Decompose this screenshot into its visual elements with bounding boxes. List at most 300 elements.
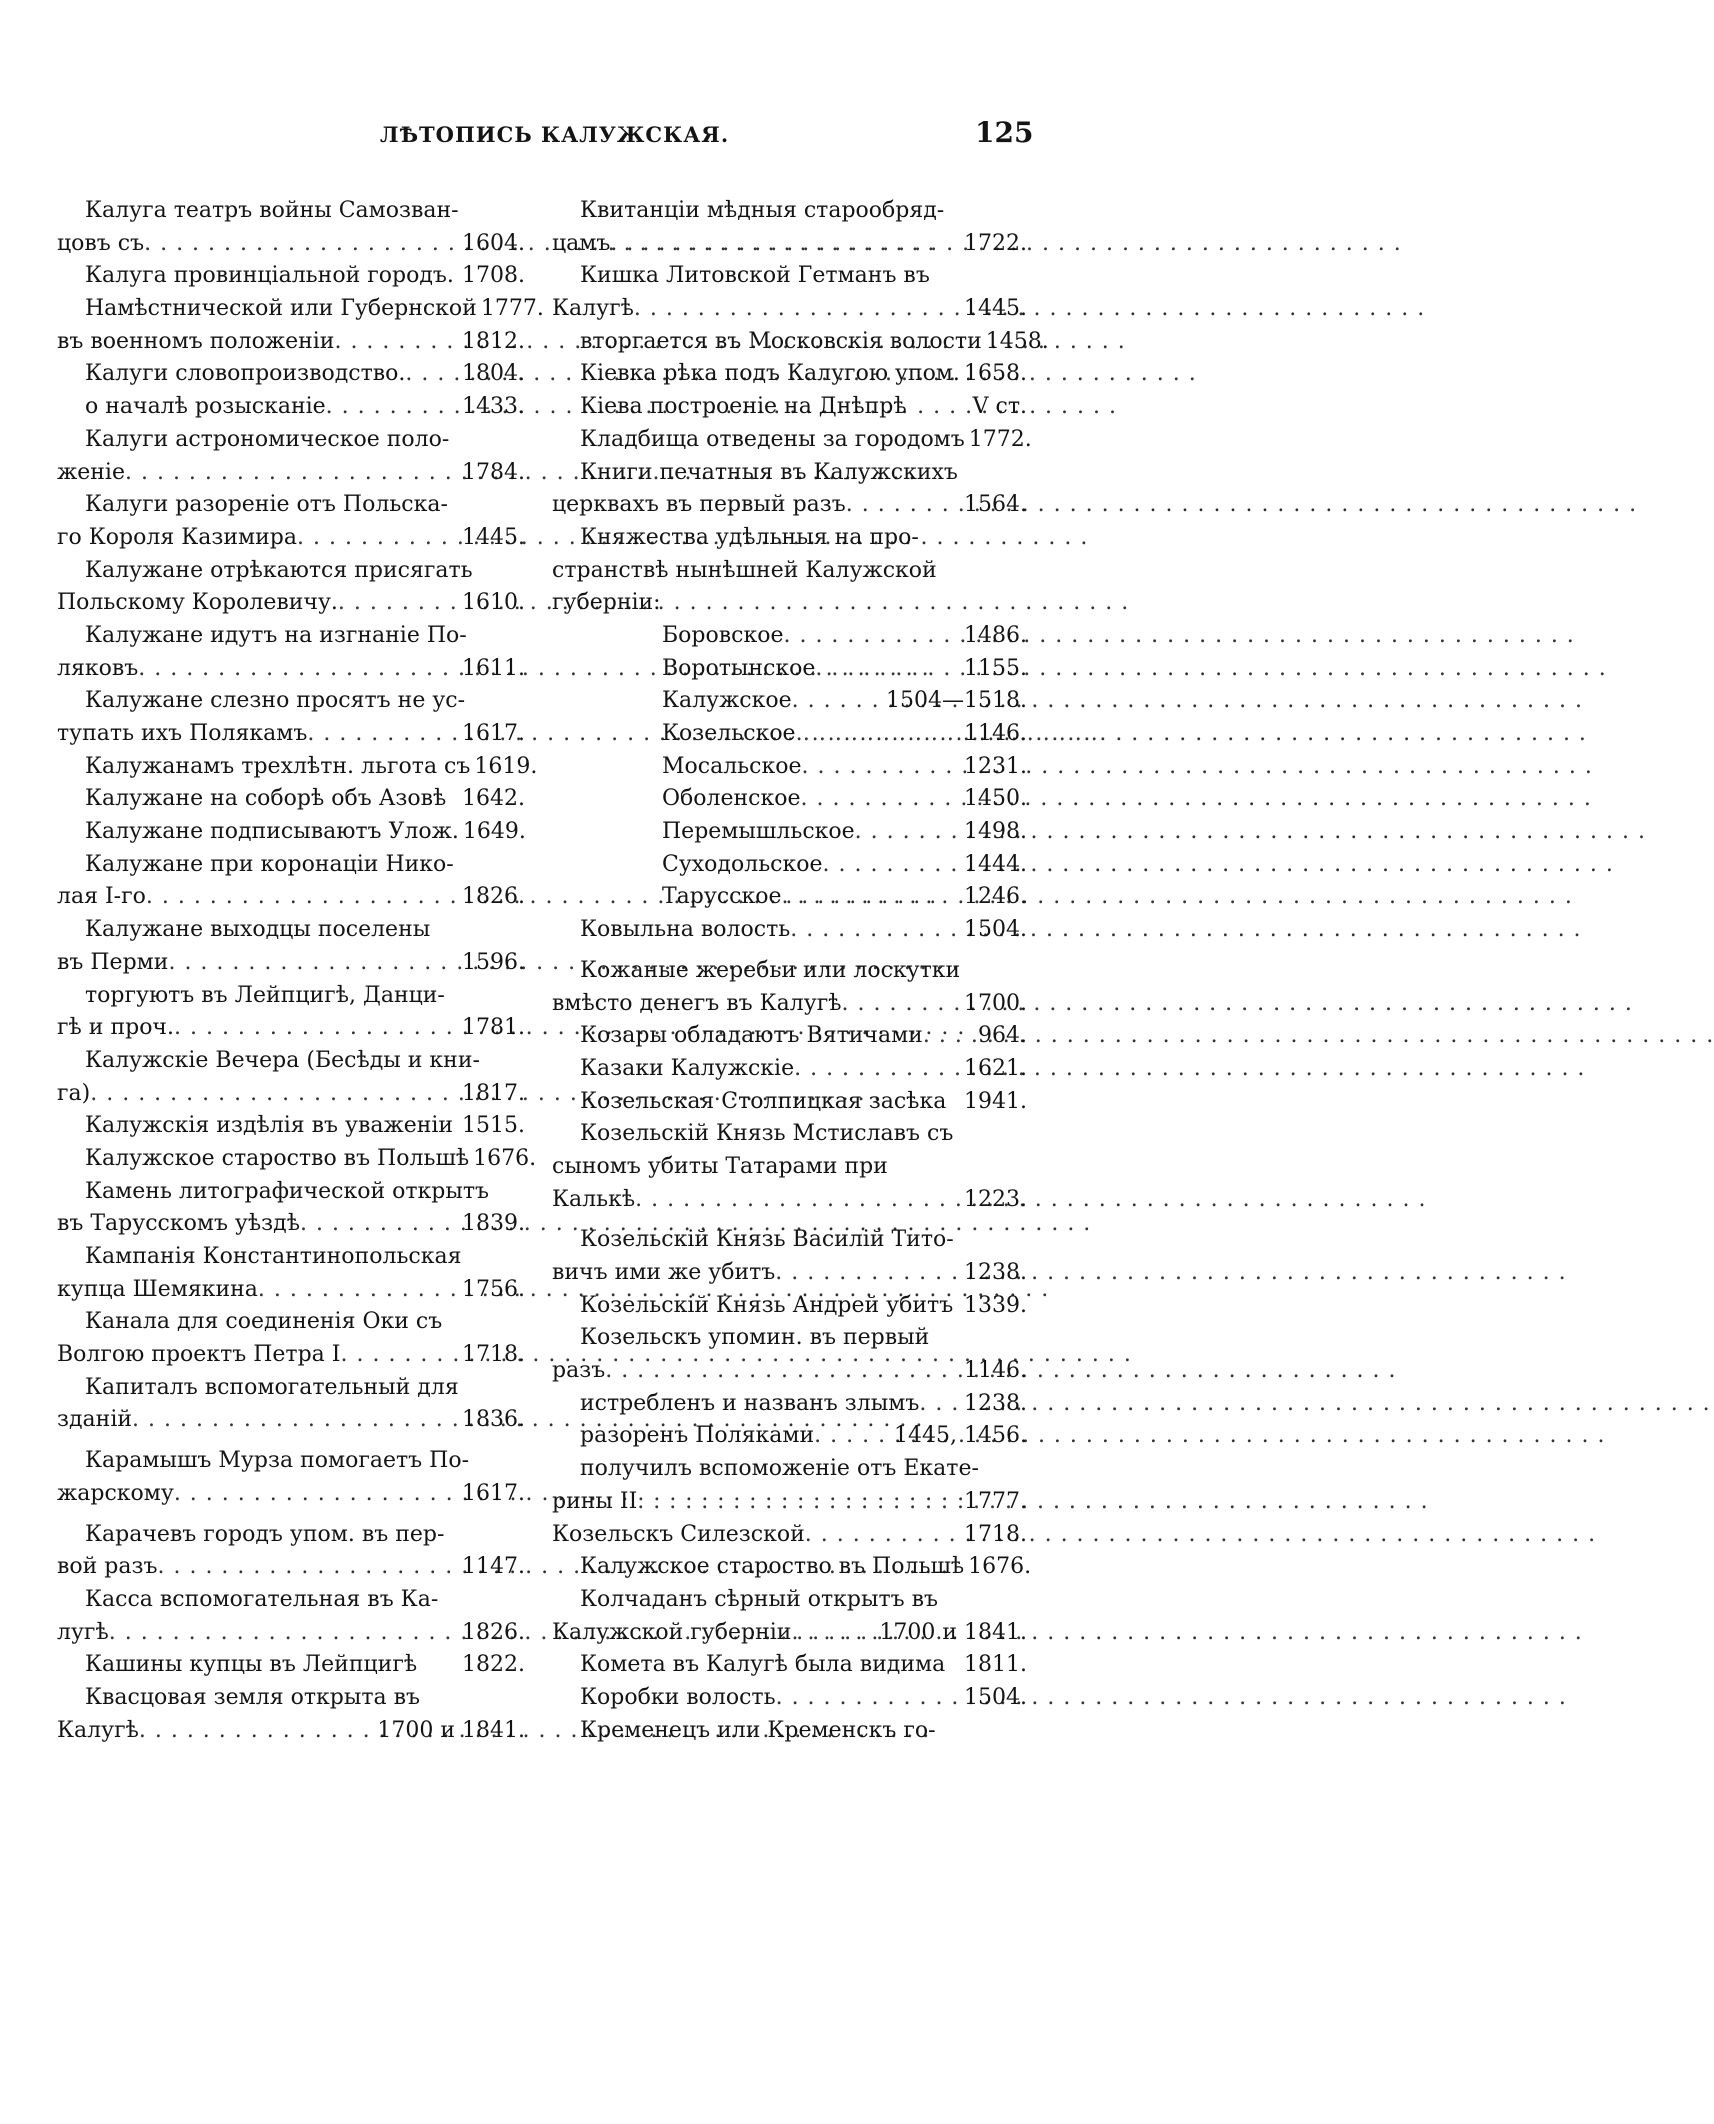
index-entry-line bbox=[57, 293, 544, 326]
index-entry-line bbox=[552, 1086, 1027, 1119]
entry-text: сыномъ убиты Татарами при bbox=[552, 1153, 888, 1179]
dot-leader bbox=[300, 1208, 458, 1241]
index-entry-line bbox=[552, 260, 1027, 293]
entry-year: 1756. bbox=[462, 1276, 525, 1302]
index-entry-line bbox=[57, 1143, 537, 1176]
index-entry-line bbox=[57, 849, 525, 882]
entry-text: Кишка Литовской Гетманъ въ bbox=[580, 263, 930, 289]
entry-text: Квасцовая земля открыта въ bbox=[85, 1684, 421, 1710]
dot-leader bbox=[846, 489, 960, 522]
entry-text: Суходольское bbox=[662, 851, 823, 877]
index-entry-line bbox=[552, 1184, 1027, 1217]
entry-year: 1155. bbox=[964, 655, 1027, 681]
index-entry-line bbox=[57, 685, 525, 718]
entry-text: Калужане слезно просятъ не ус- bbox=[85, 688, 466, 714]
entry-text: Кожаные жеребьи или лоскутки bbox=[580, 957, 961, 983]
entry-year: 1617. bbox=[462, 1480, 525, 1506]
index-entry-line bbox=[57, 260, 525, 293]
dot-leader bbox=[174, 1478, 458, 1511]
index-entry-line bbox=[552, 620, 1027, 653]
index-entry-line bbox=[57, 1274, 525, 1307]
entry-text: Калужанамъ трехлѣтн. льгота съ bbox=[85, 753, 471, 779]
dot-leader bbox=[775, 1257, 960, 1290]
entry-text: Кременецъ или Кременскъ го- bbox=[580, 1717, 936, 1743]
index-entry-line bbox=[57, 1584, 525, 1617]
dot-leader bbox=[776, 1682, 960, 1715]
index-entry-line bbox=[57, 1519, 525, 1552]
entry-text: Калуга театръ войны Самозван- bbox=[85, 198, 459, 223]
entry-text: Мосальское bbox=[662, 753, 802, 779]
entry-text: Калугѣ bbox=[552, 296, 634, 322]
entry-year: 1718. bbox=[964, 1521, 1027, 1547]
index-entry-line bbox=[552, 849, 1027, 882]
entry-text: вой разъ bbox=[57, 1554, 158, 1580]
entry-year: 1246. bbox=[964, 884, 1027, 910]
dot-leader bbox=[174, 1012, 458, 1045]
entry-year: 1433. bbox=[462, 394, 525, 420]
index-entry-line bbox=[57, 326, 525, 359]
dot-leader bbox=[405, 358, 458, 391]
dot-leader bbox=[326, 391, 458, 424]
entry-year: 1619. bbox=[474, 753, 538, 779]
index-entry-line bbox=[552, 1020, 1027, 1053]
entry-year: 1231. bbox=[964, 753, 1027, 779]
index-entry-line bbox=[552, 1257, 1027, 1290]
index-entry-line bbox=[57, 424, 525, 457]
entry-year: 1700 и 1841. bbox=[879, 1619, 1027, 1645]
entry-text: Калужане на соборѣ объ Азовѣ bbox=[85, 786, 447, 812]
index-entry-line bbox=[552, 988, 1027, 1021]
entry-year: 1504. bbox=[964, 1684, 1027, 1710]
index-entry-line bbox=[552, 424, 1032, 457]
index-entry-line bbox=[552, 555, 1027, 588]
entry-year: 1708. bbox=[462, 263, 525, 289]
entry-year: 1772. bbox=[968, 426, 1032, 452]
page-number: 125 bbox=[975, 116, 1034, 149]
index-entry-line bbox=[57, 358, 525, 391]
entry-text: купца Шемякина bbox=[57, 1276, 258, 1302]
dot-leader bbox=[90, 1078, 458, 1111]
entry-text: Ковыльна волость bbox=[580, 917, 791, 943]
dot-leader bbox=[781, 881, 960, 914]
entry-text: лая I-го bbox=[57, 884, 146, 910]
index-entry-line bbox=[552, 1388, 1027, 1421]
dot-leader bbox=[109, 1617, 458, 1650]
entry-text: Волгою проектъ Петра I bbox=[57, 1342, 341, 1368]
index-entry-line bbox=[57, 228, 525, 261]
entry-text: го Короля Казимира bbox=[57, 524, 297, 550]
dot-leader bbox=[801, 783, 960, 816]
dot-leader bbox=[157, 1551, 458, 1584]
index-entry-line bbox=[552, 1053, 1027, 1086]
entry-year: 1812. bbox=[462, 328, 525, 354]
entry-year: 1621. bbox=[964, 1055, 1027, 1081]
entry-text: странствѣ нынѣшней Калужской bbox=[552, 557, 937, 583]
dot-leader bbox=[855, 816, 960, 849]
index-entry-line bbox=[552, 195, 1027, 228]
dot-leader bbox=[790, 914, 960, 947]
dot-leader bbox=[919, 1388, 960, 1421]
index-entry-line bbox=[57, 1110, 525, 1143]
entry-text: Капиталъ вспомогательный для bbox=[85, 1374, 459, 1400]
index-entry-line bbox=[552, 955, 1027, 988]
index-entry-line bbox=[552, 391, 1027, 424]
entry-text: га) bbox=[57, 1080, 91, 1106]
dot-leader bbox=[341, 1339, 459, 1372]
index-entry-line bbox=[552, 751, 1027, 784]
index-entry-line bbox=[57, 1715, 525, 1748]
dot-leader bbox=[334, 326, 458, 359]
entry-text: Колчаданъ сѣрный открытъ въ bbox=[580, 1586, 939, 1612]
dot-leader bbox=[805, 1519, 960, 1552]
entry-year: 1676. bbox=[968, 1554, 1032, 1580]
entry-text: Кладбища отведены за городомъ bbox=[580, 426, 965, 452]
left-column bbox=[57, 195, 544, 1747]
entry-text: женіе bbox=[57, 459, 125, 485]
entry-text: Комета въ Калугѣ была видима bbox=[580, 1652, 946, 1678]
right-column bbox=[552, 195, 1049, 1747]
index-entry-line bbox=[57, 587, 525, 620]
entry-text: Калужане идутъ на изгнаніе По- bbox=[85, 622, 467, 648]
entry-text: цовъ съ bbox=[57, 230, 145, 256]
entry-text: Воротынское bbox=[662, 655, 816, 681]
entry-text: Боровское bbox=[662, 622, 784, 648]
entry-year: 1450. bbox=[964, 786, 1027, 812]
entry-text: Козары обладаютъ Вятичами bbox=[580, 1023, 923, 1049]
dot-leader bbox=[802, 751, 961, 784]
entry-text: въ Тарусскомъ уѣздѣ bbox=[57, 1211, 300, 1237]
index-entry-line bbox=[57, 1306, 525, 1339]
dot-leader bbox=[168, 947, 458, 980]
entry-year: 1147. bbox=[462, 1554, 525, 1580]
index-entry-line bbox=[57, 653, 525, 686]
index-entry-line bbox=[552, 522, 1027, 555]
entry-text: получилъ вспоможеніе отъ Екате- bbox=[580, 1456, 979, 1482]
entry-text: Калуги словопроизводство. bbox=[85, 361, 406, 387]
entry-text: зданій bbox=[57, 1407, 133, 1433]
index-entry-line bbox=[57, 1339, 525, 1372]
entry-year: 1777. bbox=[480, 296, 544, 322]
dot-leader bbox=[842, 988, 961, 1021]
index-entry-line bbox=[552, 1453, 1027, 1486]
entry-text: о началѣ розысканіе bbox=[85, 394, 326, 420]
entry-year: 1676. bbox=[473, 1145, 537, 1171]
entry-text: Калужскіе Вечера (Бесѣды и кни- bbox=[85, 1047, 480, 1073]
entry-text: Калуга провинціальной городъ. bbox=[85, 263, 454, 289]
entry-text: Оболенское bbox=[662, 786, 801, 812]
index-entry-line bbox=[552, 1682, 1027, 1715]
dot-leader bbox=[139, 1715, 374, 1748]
dot-leader bbox=[796, 718, 960, 751]
entry-text: Карамышъ Мурза помогаетъ По- bbox=[85, 1448, 470, 1474]
entry-text: Козельская Столпицкая засѣка bbox=[580, 1088, 947, 1114]
entry-text: торгуютъ въ Лейпцигѣ, Данци- bbox=[85, 982, 445, 1008]
entry-text: Калужское староство въ Польшѣ bbox=[580, 1554, 965, 1580]
entry-year: 1836. bbox=[462, 1407, 525, 1433]
entry-year: 1596. bbox=[462, 949, 525, 975]
index-entry-line bbox=[57, 1045, 525, 1078]
entry-text: тупать ихъ Полякамъ bbox=[57, 721, 308, 746]
entry-year: 1458. bbox=[985, 328, 1049, 354]
entry-text: Кампанія Константинопольская bbox=[85, 1244, 462, 1269]
entry-text: Коробки волость bbox=[580, 1684, 776, 1710]
entry-year: 1826. bbox=[462, 884, 525, 910]
index-entry-line bbox=[552, 1649, 1027, 1682]
index-entry-line bbox=[57, 195, 525, 228]
entry-year: 1444. bbox=[964, 851, 1027, 877]
entry-year: 1826. bbox=[462, 1619, 525, 1645]
entry-year: 1564. bbox=[964, 492, 1027, 518]
index-entry-line bbox=[57, 522, 525, 555]
entry-year: 1617. bbox=[462, 721, 525, 746]
dot-leader bbox=[307, 718, 458, 751]
entry-year: V ст. bbox=[972, 394, 1027, 420]
index-entry-line bbox=[57, 751, 538, 784]
entry-year: 1839. bbox=[462, 1211, 525, 1237]
index-entry-line bbox=[552, 587, 1027, 620]
dot-leader bbox=[923, 1020, 974, 1053]
dot-leader bbox=[783, 620, 960, 653]
entry-year: 1486. bbox=[964, 622, 1027, 648]
entry-year: 1781. bbox=[462, 1015, 525, 1041]
entry-text: Квитанціи мѣдныя старообряд- bbox=[580, 198, 945, 223]
index-entry-line bbox=[57, 816, 525, 849]
index-entry-line bbox=[57, 718, 525, 751]
index-entry-line bbox=[57, 881, 525, 914]
dot-leader bbox=[794, 1053, 960, 1086]
entry-text: ляковъ bbox=[57, 655, 139, 681]
entry-text: Кіевка рѣка подъ Калугою упом. bbox=[580, 361, 960, 387]
dot-leader bbox=[792, 685, 882, 718]
entry-year: 1722. bbox=[964, 230, 1027, 256]
index-entry-line bbox=[57, 1649, 525, 1682]
entry-text: вторгается въ Московскія волости bbox=[580, 328, 982, 354]
entry-year: 1700. bbox=[964, 990, 1027, 1016]
entry-text: Польскому Королевичу. bbox=[57, 590, 338, 616]
entry-text: Калугѣ bbox=[57, 1717, 139, 1743]
entry-text: Намѣстнической или Губернской bbox=[85, 296, 477, 322]
dot-leader bbox=[610, 228, 960, 261]
entry-text: Калуги астрономическое поло- bbox=[85, 426, 450, 452]
entry-text: Тарусское bbox=[662, 884, 782, 910]
entry-year: 1611. bbox=[462, 655, 525, 681]
entry-year: 1658. bbox=[964, 361, 1027, 387]
entry-year: 1238. bbox=[964, 1390, 1027, 1416]
index-entry-line bbox=[57, 1404, 525, 1437]
entry-text: губерніи: bbox=[552, 590, 661, 616]
index-entry-line bbox=[57, 1208, 525, 1241]
entry-text: вичъ ими же убитъ bbox=[552, 1260, 776, 1285]
index-entry-line bbox=[552, 783, 1027, 816]
entry-text: Калужане подписываютъ Улож. bbox=[85, 819, 459, 845]
entry-text: Казаки Калужскіе bbox=[580, 1055, 795, 1081]
entry-year: 1811. bbox=[964, 1652, 1027, 1678]
entry-text: лугѣ bbox=[57, 1619, 109, 1645]
dot-leader bbox=[138, 653, 458, 686]
dot-leader bbox=[125, 457, 458, 490]
entry-year: 1504—1518. bbox=[886, 688, 1027, 714]
dot-leader bbox=[634, 293, 960, 326]
entry-text: цамъ bbox=[552, 230, 611, 256]
dot-leader bbox=[297, 522, 458, 555]
index-entry-line bbox=[552, 718, 1027, 751]
dot-leader bbox=[791, 1617, 875, 1650]
index-entry-line bbox=[552, 1551, 1032, 1584]
entry-text: разоренъ Поляками bbox=[580, 1423, 815, 1449]
entry-text: въ Перми bbox=[57, 949, 169, 975]
index-entry-line bbox=[552, 1224, 1027, 1257]
index-entry-line bbox=[57, 555, 525, 588]
entry-text: Козельскъ Силезской bbox=[552, 1521, 805, 1547]
entry-text: Касса вспомогательная въ Ка- bbox=[85, 1586, 439, 1612]
entry-year: 1804. bbox=[462, 361, 525, 387]
entry-text: Козельскій Князь Василій Тито- bbox=[580, 1227, 954, 1253]
index-entry-line bbox=[552, 358, 1027, 391]
index-entry-line bbox=[552, 293, 1027, 326]
index-entry-line bbox=[552, 1486, 1027, 1519]
entry-year: 1223. bbox=[964, 1186, 1027, 1212]
entry-text: Кіева построеніе на Днѣпрѣ bbox=[580, 394, 907, 420]
dot-leader bbox=[258, 1274, 458, 1307]
dot-leader bbox=[814, 1420, 890, 1453]
running-head: ЛѢТОПИСЬ КАЛУЖСКАЯ. bbox=[380, 122, 730, 147]
entry-year: 1777. bbox=[964, 1488, 1027, 1514]
entry-text: Козельское bbox=[662, 721, 796, 746]
entry-text: жарскому bbox=[57, 1480, 174, 1506]
index-entry-line bbox=[57, 1682, 525, 1715]
entry-text: Калужское bbox=[662, 688, 792, 714]
entry-year: 964. bbox=[978, 1023, 1027, 1049]
index-entry-line bbox=[552, 1322, 1027, 1355]
entry-text: Калужане отрѣкаются присягать bbox=[85, 557, 473, 583]
entry-text: Калуги разореніе отъ Польска- bbox=[85, 492, 448, 518]
entry-text: Козельскъ упомин. въ первый bbox=[580, 1325, 930, 1351]
entry-text: въ военномъ положеніи bbox=[57, 328, 335, 354]
entry-year: 1146. bbox=[964, 721, 1027, 746]
entry-text: разъ bbox=[552, 1358, 606, 1384]
entry-text: Козельскій Князь Андрей убитъ bbox=[580, 1292, 954, 1318]
index-entry-line bbox=[552, 1617, 1027, 1650]
entry-year: 1445, 1456. bbox=[894, 1423, 1027, 1449]
entry-text: Перемышльское bbox=[662, 819, 855, 845]
entry-year: 1822. bbox=[462, 1652, 525, 1678]
index-entry-line bbox=[552, 457, 1027, 490]
entry-year: 1498. bbox=[964, 819, 1027, 845]
entry-year: 1718. bbox=[462, 1342, 525, 1368]
index-entry-line bbox=[552, 685, 1027, 718]
entry-year: 1146. bbox=[964, 1358, 1027, 1384]
dot-leader bbox=[605, 1355, 960, 1388]
index-entry-line bbox=[57, 1012, 525, 1045]
dot-leader bbox=[823, 849, 961, 882]
entry-year: 1445. bbox=[462, 524, 525, 550]
entry-year: 1610. bbox=[462, 590, 525, 616]
index-entry-line bbox=[57, 1551, 525, 1584]
entry-text: вмѣсто денегъ въ Калугѣ bbox=[552, 990, 842, 1016]
entry-text: Калужскія издѣлія въ уваженіи bbox=[85, 1113, 454, 1139]
index-entry-line bbox=[552, 1151, 1027, 1184]
index-entry-line bbox=[57, 1372, 525, 1405]
entry-text: Книги печатныя въ Калужскихъ bbox=[580, 459, 958, 485]
index-entry-line bbox=[552, 1715, 1027, 1748]
entry-text: церквахъ въ первый разъ bbox=[552, 492, 846, 518]
index-entry-line bbox=[552, 653, 1027, 686]
dot-leader bbox=[815, 653, 960, 686]
entry-year: 1238. bbox=[964, 1260, 1027, 1285]
index-entry-line bbox=[57, 1241, 525, 1274]
index-entry-line bbox=[57, 489, 525, 522]
entry-year: 1604. bbox=[462, 230, 525, 256]
index-entry-line bbox=[552, 1420, 1027, 1453]
entry-text: Кашины купцы въ Лейпцигѣ bbox=[85, 1652, 418, 1678]
entry-text: гѣ и проч. bbox=[57, 1015, 174, 1041]
dot-leader bbox=[338, 587, 458, 620]
index-entry-line bbox=[57, 1445, 525, 1478]
dot-leader bbox=[637, 1486, 960, 1519]
index-entry-line bbox=[552, 1584, 1027, 1617]
index-entry-line bbox=[57, 1078, 525, 1111]
index-entry-line bbox=[552, 1290, 1027, 1323]
index-entry-line bbox=[57, 620, 525, 653]
index-entry-line bbox=[57, 914, 525, 947]
entry-year: 1642. bbox=[462, 786, 525, 812]
entry-text: Калькѣ bbox=[552, 1186, 636, 1212]
entry-year: 1700 и 1841. bbox=[377, 1717, 525, 1743]
dot-leader bbox=[635, 1184, 960, 1217]
index-entry-line bbox=[552, 1519, 1027, 1552]
entry-year: 1515. bbox=[462, 1113, 525, 1139]
dot-leader bbox=[132, 1404, 458, 1437]
index-entry-line bbox=[57, 980, 525, 1013]
dot-leader bbox=[146, 881, 458, 914]
entry-text: Козельскій Князь Мстиславъ съ bbox=[580, 1121, 954, 1147]
entry-year: 1649. bbox=[462, 819, 526, 845]
entry-text: Калужане выходцы поселены bbox=[85, 917, 431, 943]
entry-year: 1445. bbox=[964, 296, 1027, 322]
entry-text: Княжества удѣльныя на про- bbox=[580, 524, 919, 550]
dot-leader bbox=[144, 228, 458, 261]
entry-text: Калужской губерніи bbox=[552, 1619, 792, 1645]
entry-text: Карачевъ городъ упом. въ пер- bbox=[85, 1521, 445, 1547]
entry-text: Калужане при коронаціи Нико- bbox=[85, 851, 454, 877]
index-entry-line bbox=[552, 816, 1027, 849]
index-entry-line bbox=[57, 1176, 525, 1209]
index-entry-line bbox=[552, 914, 1027, 947]
index-entry-line bbox=[552, 228, 1027, 261]
index-entry-line bbox=[552, 326, 1049, 359]
entry-year: 1504. bbox=[964, 917, 1027, 943]
entry-year: 1941. bbox=[964, 1088, 1027, 1114]
index-entry-line bbox=[552, 881, 1027, 914]
entry-year: 1784. bbox=[462, 459, 525, 485]
index-entry-line bbox=[57, 947, 525, 980]
entry-year: 1339. bbox=[964, 1292, 1027, 1318]
index-entry-line bbox=[57, 783, 525, 816]
entry-text: Камень литографической открытъ bbox=[85, 1178, 490, 1204]
entry-text: Калужское староство въ Польшѣ bbox=[85, 1145, 470, 1171]
entry-text: истребленъ и названъ злымъ bbox=[580, 1390, 920, 1416]
index-entry-line bbox=[57, 391, 525, 424]
index-entry-line bbox=[552, 1355, 1027, 1388]
entry-year: 1817. bbox=[462, 1080, 525, 1106]
index-entry-line bbox=[552, 1118, 1027, 1151]
index-entry-line bbox=[552, 489, 1027, 522]
entry-text: Канала для соединенія Оки съ bbox=[85, 1309, 443, 1335]
index-entry-line bbox=[57, 1478, 525, 1511]
entry-text: рины II bbox=[552, 1488, 638, 1514]
index-entry-line bbox=[57, 457, 525, 490]
index-entry-line bbox=[57, 1617, 525, 1650]
